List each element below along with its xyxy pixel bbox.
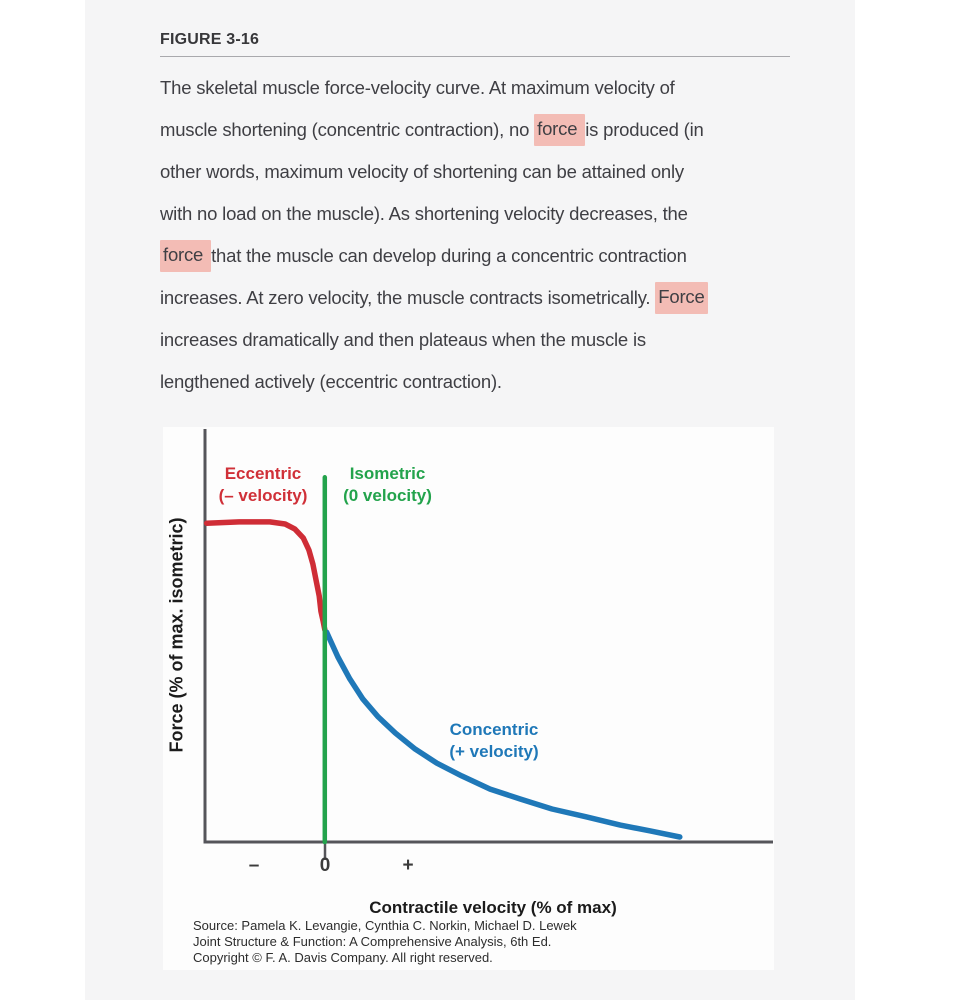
caption-text: increases dramatically and then plateaus when the muscle is xyxy=(160,329,646,350)
caption-line xyxy=(160,193,800,235)
eccentric-label xyxy=(210,463,316,507)
isometric-label-line1: Isometric xyxy=(349,464,426,483)
eccentric-label-line1: Eccentric xyxy=(224,464,302,483)
isometric-label-line2: (0 velocity) xyxy=(343,486,432,505)
caption-line xyxy=(160,151,800,193)
caption-text: increases. At zero velocity, the muscle contracts isometrically. xyxy=(160,287,656,308)
source-credit-line2: Joint Structure & Function: A Comprehensive Analysis, 6th Ed. xyxy=(193,933,552,949)
caption-text: The skeletal muscle force-velocity curve. At maximum velocity of xyxy=(160,77,675,98)
source-credit xyxy=(193,918,577,965)
eccentric-curve xyxy=(207,522,325,630)
caption-text: muscle shortening (concentric contraction), no xyxy=(160,119,535,140)
source-credit-line1: Source: Pamela K. Levangie, Cynthia C. Norkin, Michael D. Lewek xyxy=(193,918,577,933)
caption-text: is produced (in xyxy=(585,119,704,140)
concentric-label-line1: Concentric xyxy=(449,720,539,739)
isometric-label xyxy=(335,463,440,507)
figure-image xyxy=(163,427,774,970)
highlighted-term: Force xyxy=(655,282,707,314)
highlighted-term: force xyxy=(534,114,585,146)
caption-line xyxy=(160,361,800,403)
source-credit-line3: Copyright © F. A. Davis Company. All right reserved. xyxy=(193,949,493,965)
caption-line xyxy=(160,235,800,277)
x-axis-label: Contractile velocity (% of max) xyxy=(369,898,617,917)
caption-text: with no load on the muscle). As shortening velocity decreases, the xyxy=(160,203,688,224)
caption-line xyxy=(160,319,800,361)
caption-text: other words, maximum velocity of shortening can be attained only xyxy=(160,161,684,182)
concentric-label-line2: (+ velocity) xyxy=(449,742,539,761)
caption-text: lengthened actively (eccentric contraction). xyxy=(160,371,502,392)
concentric-label xyxy=(441,719,547,763)
figure-caption xyxy=(160,67,800,403)
y-axis-label: Force (% of max. isometric) xyxy=(166,517,187,753)
force-velocity-chart xyxy=(163,427,774,970)
x-tick-plus: + xyxy=(402,855,414,876)
caption-line xyxy=(160,277,800,319)
caption-line xyxy=(160,109,800,151)
figure-title: FIGURE 3-16 xyxy=(160,31,260,48)
x-tick-zero: 0 xyxy=(319,855,331,876)
eccentric-label-line2: (– velocity) xyxy=(218,486,308,505)
x-tick-minus: – xyxy=(248,855,260,876)
caption-text: that the muscle can develop during a concentric contraction xyxy=(211,245,687,266)
header-divider xyxy=(160,56,790,57)
caption-line xyxy=(160,67,800,109)
highlighted-term: force xyxy=(160,240,211,272)
